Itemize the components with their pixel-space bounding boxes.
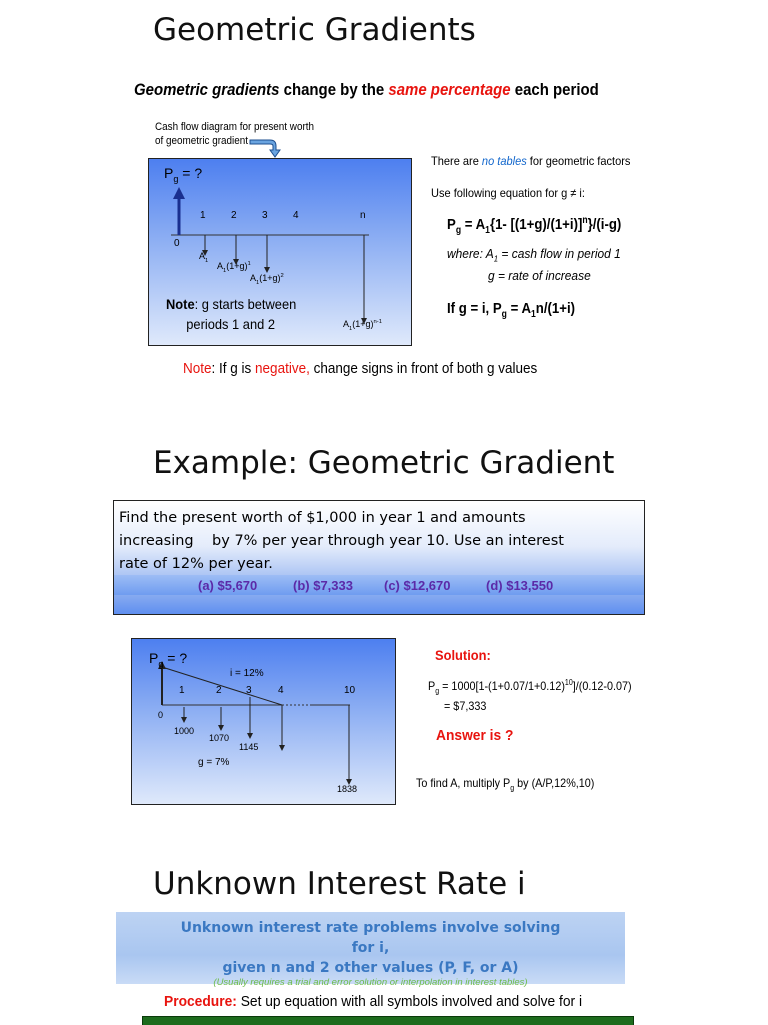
solution-label: Solution: — [435, 647, 491, 663]
unknown-rate-line1: Unknown interest rate problems involve solving — [180, 920, 561, 936]
where-line1: where: $A_1$ = cash flow in period 1 — [447, 246, 621, 264]
amount-1070: 1070 — [209, 733, 230, 743]
amount-1838: 1838 — [337, 784, 358, 794]
pg-equation: $P_g = A_1\{1-$ $[(1+g)/(1+i)]^n\}/(i-g)$ — [447, 215, 622, 236]
unknown-rate-line3: given n and 2 other values (P, F, or A) — [222, 960, 519, 976]
period-4: 4 — [293, 210, 299, 221]
callout-line1: Cash flow diagram for present worth — [155, 121, 315, 133]
growth-label: g = 7% — [198, 757, 230, 768]
find-a-text: To find A, multiply $P_g$ by (A/P,12%,10) — [416, 776, 595, 793]
callout-line2: of geometric gradient — [155, 135, 249, 147]
solution-line2: = $7,333 — [444, 699, 487, 713]
problem-line2: increasing by 7% per year through year 10. Use an interest — [119, 533, 564, 549]
option-b[interactable]: (b) $7,333 — [293, 578, 353, 593]
use-equation-text: Use following equation for g ≠ i: — [431, 186, 585, 200]
answer-question: Answer is ? — [436, 727, 514, 744]
negative-note — [183, 360, 537, 377]
cashflow-label-3: $A_1(1+g)^2$ — [250, 273, 284, 286]
equal-rate-equation: If g = i, $P_g = A_1n/(1+i)$ — [447, 300, 576, 320]
subtitle-part3: same percentage — [388, 80, 511, 99]
unknown-rate-box — [116, 912, 625, 988]
pg-label-2: $P_g$ = ? — [149, 650, 188, 669]
unknown-rate-text — [116, 918, 625, 978]
section1-title: Geometric Gradients — [153, 12, 476, 48]
diagram-note — [166, 294, 296, 334]
unknown-rate-line2: for i, — [351, 940, 390, 956]
subtitle-part4: each period — [510, 80, 599, 99]
procedure-body: Set up equation with all symbols involved and solve for i — [236, 993, 583, 1010]
pg-arrow-head — [173, 187, 185, 199]
section3-title: Unknown Interest Rate i — [153, 866, 526, 902]
section2-title: Example: Geometric Gradient — [153, 445, 615, 481]
ex-period-1: 1 — [179, 685, 185, 696]
amount-arrowhead-3 — [247, 733, 253, 739]
amount-arrowhead-4 — [279, 745, 285, 751]
period-n: n — [360, 210, 366, 221]
no-tables-text — [431, 154, 630, 168]
no-tables-part3: for geometric factors — [526, 154, 631, 168]
option-c[interactable]: (c) $12,670 — [384, 578, 451, 593]
callout-text — [155, 120, 314, 148]
cashflow-diagram-2 — [131, 638, 396, 805]
ex-zero: 0 — [158, 710, 164, 720]
negative-note-label: Note — [183, 360, 212, 377]
amount-1000: 1000 — [174, 726, 195, 736]
no-tables-part1: There are — [431, 154, 482, 168]
solution-line1: $P_g = 1000[1-(1+0.07/1+0.12)^{10}]/(0.12-0.07)$ — [428, 678, 632, 696]
where-line2: g = rate of increase — [488, 268, 591, 283]
ex-period-3: 3 — [246, 685, 252, 696]
period-3: 3 — [262, 210, 268, 221]
option-d[interactable]: (d) $13,550 — [486, 578, 554, 593]
rate-label: i = 12% — [230, 668, 264, 679]
amount-1145: 1145 — [239, 742, 259, 752]
period-1: 1 — [200, 210, 206, 221]
cashflow-label-n: $A_1(1+g)^{n-1}$ — [343, 319, 382, 332]
cashflow-label-1: $A_1$ — [199, 251, 209, 264]
cashflow-diagram-1 — [148, 158, 412, 346]
ex-period-2: 2 — [216, 685, 222, 696]
no-tables-part2: no tables — [481, 154, 527, 168]
ex-period-4: 4 — [278, 685, 284, 696]
cashflow-label-2: $A_1(1+g)^1$ — [217, 261, 251, 274]
problem-line1: Find the present worth of $1,000 in year 1 and amounts — [119, 510, 526, 526]
problem-text — [119, 507, 564, 576]
period-zero: 0 — [174, 238, 180, 249]
unknown-rate-overlap: (Usually requires a trial and error solution or interpolation in interest tables) — [213, 977, 528, 988]
amount-arrowhead-2 — [218, 725, 224, 731]
subtitle-part2: change by the — [279, 80, 389, 99]
subtitle-part1: Geometric gradients — [134, 80, 280, 99]
problem-line3: rate of 12% per year. — [119, 556, 273, 572]
ex-period-10: 10 — [344, 685, 356, 696]
procedure-label: Procedure: — [164, 993, 237, 1010]
options-band — [114, 575, 644, 595]
amount-arrowhead-1 — [181, 717, 187, 723]
diagram-note-line2: periods 1 and 2 — [186, 316, 276, 332]
negative-note-text1: : If g is — [211, 360, 256, 377]
section1-subtitle — [134, 80, 599, 100]
negative-note-text2: change signs in front of both g values — [309, 360, 538, 377]
pg-label-1: $P_g$ = ? — [164, 165, 203, 184]
procedure-text — [164, 993, 582, 1010]
diagram-note-line1: : g starts between — [194, 296, 297, 312]
option-a[interactable]: (a) $5,670 — [198, 578, 258, 593]
negative-note-neg: negative, — [255, 360, 310, 377]
period-2: 2 — [231, 210, 237, 221]
callout-arrow-icon — [248, 136, 288, 160]
diagram-note-label: Note — [166, 296, 195, 312]
problem-box — [113, 500, 645, 615]
